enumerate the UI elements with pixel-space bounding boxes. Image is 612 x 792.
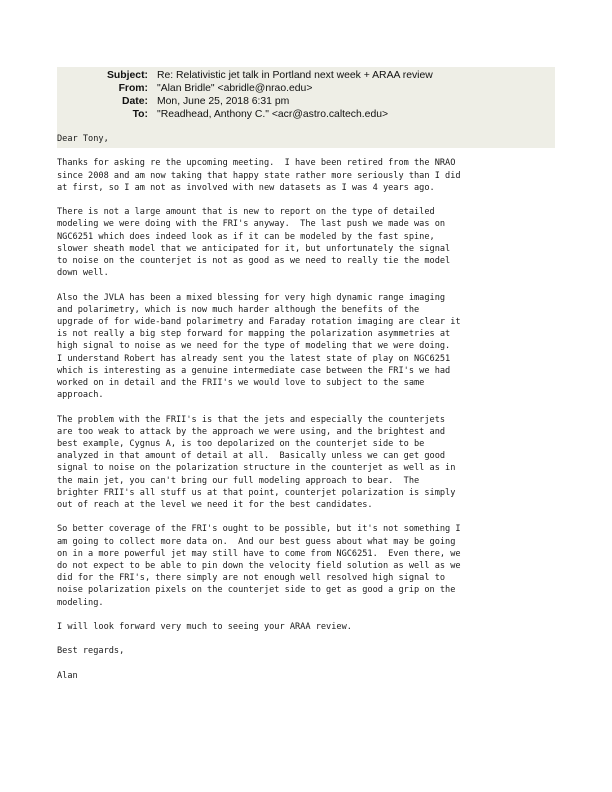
to-value: "Readhead, Anthony C." <acr@astro.caltech.edu>	[157, 109, 389, 120]
header-date-row	[57, 95, 555, 109]
from-label: From:	[118, 83, 148, 94]
greeting: Dear Tony,	[57, 134, 109, 144]
email-body	[57, 133, 557, 694]
subject-value: Re: Relativistic jet talk in Portland next week + ARAA review	[157, 70, 433, 81]
sign-off: Best regards,	[57, 646, 125, 657]
date-value: Mon, June 25, 2018 6:31 pm	[157, 96, 290, 107]
subject-label: Subject:	[107, 70, 148, 81]
to-label: To:	[132, 109, 148, 120]
header-from-row	[57, 82, 555, 96]
closing-line: I will look forward very much to seeing your ARAA review.	[57, 622, 352, 633]
body-paragraph: Thanks for asking re the upcoming meeting. I have been retired from the NRAO since 2008 and am now taking that happy state rather more seriously than I did at first, so I am not as involved with new datasets as I was 4 years ago.	[57, 158, 461, 193]
date-label: Date:	[122, 96, 148, 107]
body-paragraph: The problem with the FRII's is that the jets and especially the counterjets are too weak to attack by the approach we were using, and the brightest and best example, Cygnus A, is too depolarized on the counterjet side to be analyzed in that amount of detail at all. Basically unless we can get good signal to noise on the polarization structure in the counterjet as well as in the main jet, you can't bring our full modeling approach to bear. The brighter FRII's all stuff us at that point, counterjet polarization is simply out of reach at the level we need it for the best candidates.	[57, 414, 456, 511]
signature-name: Alan	[57, 670, 78, 681]
header-to-row	[57, 108, 555, 122]
body-paragraph: Also the JVLA has been a mixed blessing for very high dynamic range imaging and polarimetry, which is now much harder although the benefits of the upgrade of for wide-band polarimetry and Faraday rotation imaging are clear it is not really a big step forward for mapping the polarization asymmetries at high signal to noise as we need for the type of modeling that we were doing. I understand Robert has already sent you the latest state of play on NGC6251 which is interesting as a genuine intermediate case between the FRI's we had worked on in detail and the FRII's we would love to subject to the same approach.	[57, 292, 461, 401]
from-value: "Alan Bridle" <abridle@nrao.edu>	[157, 83, 313, 94]
body-paragraph: So better coverage of the FRI's ought to be possible, but it's not something I am going to collect more data on. And our best guess about what may be going on in a more powerful jet may still have to come from NGC6251. Even there, we do not expect to be able to pin down the velocity field solution as well as we did for the FRI's, there simply are not enough well resolved high signal to noise polarization pixels on the counterjet side to get as good a grip on the modeling.	[57, 524, 461, 608]
body-paragraph: There is not a large amount that is new to report on the type of detailed modeling we were doing with the FRI's anyway. The last push we made was on NGC6251 which does indeed look as if it can be modeled by the fast spine, slower sheath model that we anticipated for it, but unfortunately the signal to noise on the counterjet is not as good as we need to really tie the model down well.	[57, 207, 451, 279]
header-subject-row	[57, 69, 555, 83]
